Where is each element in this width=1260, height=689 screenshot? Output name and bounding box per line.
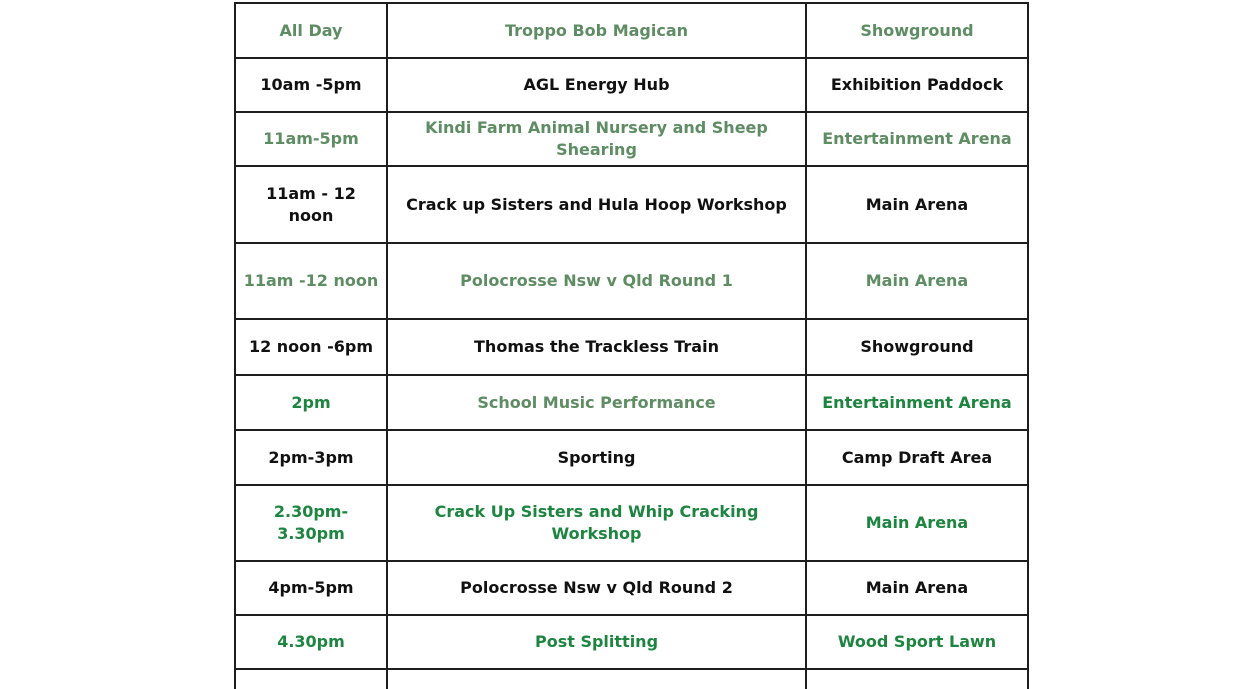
schedule-venue-cell: Entertainment Arena bbox=[806, 375, 1028, 430]
schedule-event-cell bbox=[387, 669, 806, 689]
schedule-row bbox=[235, 3, 1028, 58]
schedule-event-cell: Polocrosse Nsw v Qld Round 2 bbox=[387, 561, 806, 615]
schedule-event-cell: Troppo Bob Magican bbox=[387, 3, 806, 58]
schedule-event-cell: Crack Up Sisters and Whip Cracking Workshop bbox=[387, 485, 806, 561]
schedule-event-cell: School Music Performance bbox=[387, 375, 806, 430]
schedule-time-cell: All Day bbox=[235, 3, 387, 58]
schedule-venue-cell bbox=[806, 669, 1028, 689]
schedule-row bbox=[235, 561, 1028, 615]
schedule-event-cell: Post Splitting bbox=[387, 615, 806, 669]
schedule-row bbox=[235, 669, 1028, 689]
schedule-event-cell: Thomas the Trackless Train bbox=[387, 319, 806, 375]
schedule-time-cell: 11am -12 noon bbox=[235, 243, 387, 319]
schedule-venue-cell: Exhibition Paddock bbox=[806, 58, 1028, 112]
schedule-venue-cell: Main Arena bbox=[806, 485, 1028, 561]
schedule-row bbox=[235, 319, 1028, 375]
schedule-row bbox=[235, 166, 1028, 243]
schedule-event-cell: Sporting bbox=[387, 430, 806, 485]
schedule-time-cell: 11am-5pm bbox=[235, 112, 387, 166]
schedule-row bbox=[235, 112, 1028, 166]
schedule-venue-cell: Entertainment Arena bbox=[806, 112, 1028, 166]
schedule-time-cell: 2pm bbox=[235, 375, 387, 430]
schedule-time-cell: 10am -5pm bbox=[235, 58, 387, 112]
schedule-row bbox=[235, 430, 1028, 485]
schedule-venue-cell: Showground bbox=[806, 319, 1028, 375]
schedule-event-cell: Kindi Farm Animal Nursery and Sheep Shearing bbox=[387, 112, 806, 166]
schedule-row bbox=[235, 615, 1028, 669]
schedule-time-cell: 4.30pm bbox=[235, 615, 387, 669]
schedule-row bbox=[235, 58, 1028, 112]
schedule-event-cell: Polocrosse Nsw v Qld Round 1 bbox=[387, 243, 806, 319]
schedule-venue-cell: Main Arena bbox=[806, 166, 1028, 243]
schedule-time-cell: 4pm-5pm bbox=[235, 561, 387, 615]
schedule-body bbox=[235, 3, 1028, 689]
schedule-time-cell: 2pm-3pm bbox=[235, 430, 387, 485]
schedule-time-cell bbox=[235, 669, 387, 689]
schedule-event-cell: Crack up Sisters and Hula Hoop Workshop bbox=[387, 166, 806, 243]
schedule-table bbox=[234, 2, 1029, 689]
schedule-row bbox=[235, 485, 1028, 561]
schedule-venue-cell: Main Arena bbox=[806, 243, 1028, 319]
schedule-time-cell: 2.30pm- 3.30pm bbox=[235, 485, 387, 561]
schedule-venue-cell: Camp Draft Area bbox=[806, 430, 1028, 485]
schedule-time-cell: 11am - 12 noon bbox=[235, 166, 387, 243]
schedule-time-cell: 12 noon -6pm bbox=[235, 319, 387, 375]
schedule-row bbox=[235, 375, 1028, 430]
schedule-venue-cell: Main Arena bbox=[806, 561, 1028, 615]
schedule-row bbox=[235, 243, 1028, 319]
schedule-venue-cell: Wood Sport Lawn bbox=[806, 615, 1028, 669]
schedule-venue-cell: Showground bbox=[806, 3, 1028, 58]
schedule-event-cell: AGL Energy Hub bbox=[387, 58, 806, 112]
